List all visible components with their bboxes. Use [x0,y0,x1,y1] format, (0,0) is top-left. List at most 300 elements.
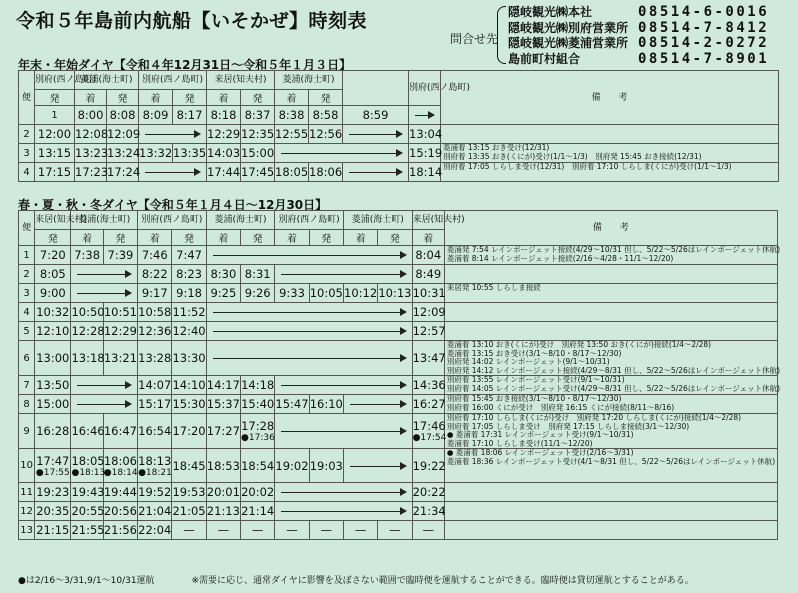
table-row [19,163,779,182]
time-cell: 13:35 [173,144,207,163]
time-cell [241,265,275,284]
time-cell [275,284,309,303]
time-cell [103,449,137,483]
note-line: 別府発 14:12 レインボージェット接続(4/29～8/31 但し、5/22～5/26はレインボージェット休航) [446,365,781,375]
note-line: 別府着 17:05 しらしま受け 別府発 17:15 しらしま接続(3/1～12/30) [446,421,690,431]
time-value: — [183,523,195,537]
time-cell: 17:23 [75,163,107,182]
through-arrow [206,303,412,322]
time-cell [35,449,71,483]
time-value: 10:51 [103,305,137,319]
time-value: 10:58 [138,305,172,319]
departure-label: 発 [172,230,206,246]
row-note [444,375,781,395]
note-line: 来居発 10:55 しらしま接続 [446,283,541,292]
contact-org: 島前町村組合 [508,51,581,66]
time-value: 15:00 [36,397,70,411]
time-value: 7:20 [39,248,66,262]
arrival-label: 着 [275,90,309,106]
time-value: 8:22 [141,267,168,281]
notes-header: 備 考 [441,71,779,125]
through-arrow [275,376,412,395]
time-cell [309,521,343,540]
through-arrow [139,163,207,182]
time-cell: 13:23 [75,144,107,163]
time-value: 9:33 [279,286,305,300]
time-cell: 8:38 [275,106,309,125]
trip-number: 2 [19,265,35,284]
through-arrow [409,106,441,125]
departure-label: 発 [309,230,343,246]
time-cell [172,395,206,414]
time-value: 14:07 [138,378,172,392]
time-cell: 12:56 [309,125,343,144]
time-value: 14:17 [206,378,240,392]
time-cell [35,414,71,449]
time-cell: 18:05 [275,163,309,182]
station-header: 菱浦(海士町) [206,211,275,230]
note-line: 菱浦着 13:15 おき受け(12/31) [443,143,550,152]
time-value: 9:17 [141,286,168,300]
time-cell [206,414,240,449]
contact-list [508,5,769,67]
time-value: 21:14 [241,504,275,518]
row-note [444,502,777,521]
row-note [441,125,779,144]
time-value: 13:50 [36,378,70,392]
station-header: 来居(知夫村) [412,211,444,230]
time-value: 16:28 [36,424,70,438]
time-value: 21:13 [206,504,240,518]
row-note [444,340,781,376]
time-value: 18:05 [71,453,105,468]
note-line: 別府着 17:05 しらしま受け(12/31) 別府着 17:10 しらしま(くにが)受け(1/1～1/3) [443,162,732,171]
time-value: 19:43 [71,485,105,499]
time-value: 15:40 [241,397,275,411]
time-cell [172,341,206,376]
time-cell [241,395,275,414]
time-value: 15:37 [206,397,240,411]
time-cell [138,449,172,483]
time-cell: 8:59 [343,106,409,125]
time-cell: 12:00 [35,125,75,144]
time-value: — [217,523,230,537]
time-value: 12:28 [71,324,105,338]
time-value: 21:55 [71,523,105,537]
through-arrow [139,125,207,144]
time-value: 10:50 [71,305,105,319]
time-cell [172,376,206,395]
time-cell [138,376,172,395]
contact-item [508,21,769,37]
time-cell [206,265,240,284]
row-number-header: 便 [19,211,35,246]
time-value: 20:02 [241,485,275,499]
time-value: — [422,523,434,537]
arrival-label: 着 [412,230,444,246]
table-row [19,521,778,540]
time-cell [206,284,240,303]
station-header: 菱浦(海士町) [71,211,138,230]
note-line: 別府着 15:45 おき接続(3/1～8/10・8/17～12/30) [446,394,622,403]
time-cell: 8:09 [139,106,173,125]
time-cell [309,395,343,414]
time-cell: 15:19 [409,144,441,163]
note-line: 別府着 14:05 レインボージェット受け(4/29～8/31 但し、5/22～5/26はレインボージェット休航) [446,383,781,393]
time-value: 10:05 [309,286,343,300]
row-note [444,483,777,502]
time-value: 13:21 [103,351,137,365]
departure-label: 発 [173,90,207,106]
arrival-label: 着 [343,230,377,246]
row-note [441,144,779,163]
station-header: 菱浦(海士町) [343,211,412,230]
time-value: 17:47 [36,453,70,468]
note-line: 別府着 17:10 しらしま(くにが)受け 別府発 17:20 しらしま(くにが)接続(1/4～2/28) [446,413,742,422]
time-cell [275,521,309,540]
contact-label: 問合せ先 [450,32,499,46]
through-arrow [71,376,138,395]
time-value: 20:01 [206,485,240,499]
time-cell [412,376,444,395]
station-header: 来居(知夫村) [35,211,71,230]
time-cell [103,483,137,502]
row-note [444,414,777,449]
time-cell [343,521,377,540]
note-line: 菱浦着 18:36 レインボージェット受け(4/1～8/31 但し、5/22～5/26はレインボージェット休航) [446,456,776,466]
note-line: 菱浦発 7:54 レインボージェット接続(4/29～10/31 但し、5/22～5/26はレインボージェット休航) [446,245,781,254]
station-header: 別府(西ノ島町) [139,71,207,90]
time-value: 12:29 [103,324,137,338]
time-cell: 12:29 [207,125,241,144]
trip-number: 5 [19,322,35,341]
time-cell: 8:08 [107,106,139,125]
footer-mark-note: ●は2/16～3/31,9/1～10/31運航 [18,576,155,586]
time-cell [241,284,275,303]
time-value: 8:49 [415,267,442,281]
table-row [19,125,779,144]
through-arrow [275,144,409,163]
time-cell [103,303,137,322]
time-value: 21:04 [138,504,172,518]
time-value: 10:31 [412,286,446,300]
contact-tel[interactable]: 08514-2-0272 [638,35,770,51]
time-value: 19:44 [103,485,137,499]
section1-title: 年末・年始ダイヤ【令和４年12月31日～令和５年１月３日】 [18,58,352,72]
time-cell [71,322,103,341]
time-value: — [251,523,264,537]
through-arrow [71,284,138,303]
time-value: 13:18 [71,351,105,365]
time-cell: 18:06 [309,163,343,182]
time-value: 12:36 [138,324,172,338]
time-cell [71,341,103,376]
time-cell [172,246,206,265]
time-cell [206,449,240,483]
row-note [444,395,777,414]
time-cell [35,246,71,265]
time-value: 19:03 [309,458,343,473]
arrival-label: 着 [206,230,240,246]
row-note [444,245,781,265]
time-value: 21:34 [412,504,446,518]
through-arrow [206,246,412,265]
time-value: — [286,523,298,537]
time-value: 9:25 [210,286,237,300]
time-cell [103,322,137,341]
table-row [19,502,778,521]
station-header: 菱浦(海士町) [75,71,139,90]
note-line: ● 菱浦着 17:31 レインボージェット受け(9/1～10/31) [446,430,634,439]
trip-number: 3 [19,144,35,163]
time-cell [138,395,172,414]
time-cell [241,414,275,449]
time-cell [103,414,137,449]
time-value: 13:47 [412,351,446,365]
contact-org: 隠岐観光㈱本社 [508,5,593,19]
time-cell [172,521,206,540]
time-value: 7:46 [141,248,168,262]
time-cell [138,483,172,502]
time-cell [35,341,71,376]
time-cell [71,246,103,265]
time-value: 17:46 [412,419,446,433]
time-value: 19:22 [412,458,446,473]
time-cell: 8:58 [309,106,343,125]
time-value: 15:47 [275,397,309,411]
departure-label: 発 [241,230,275,246]
time-value: 19:23 [36,485,70,499]
time-cell [412,341,444,376]
time-cell [412,395,444,414]
note-line: ● 菱浦着 18:06 レインボージェット受け(2/16～3/31) [446,448,634,457]
time-cell [71,521,103,540]
table-row [19,303,778,322]
time-value: 16:47 [103,424,137,438]
time-value: 8:04 [415,248,442,262]
time-cell [241,449,275,483]
trip-number: 10 [19,449,35,483]
trip-number: 9 [19,414,35,449]
time-cell [35,521,71,540]
trip-number: 4 [19,163,35,182]
through-arrow [275,414,412,449]
section2-title: 春・夏・秋・冬ダイヤ【令和５年１月４日～12月30日】 [18,198,328,212]
marked-time: ●17:36 [241,433,275,443]
time-value: 16:46 [71,424,105,438]
time-value: 21:56 [103,523,137,537]
time-cell: 13:04 [409,125,441,144]
time-cell [206,376,240,395]
time-value: 21:05 [172,504,206,518]
note-line: 菱浦着 17:10 しらしま受け(11/1～12/20) [446,438,593,448]
row-number-header: 便 [19,71,35,125]
page-title: 令和５年島前内航船【いそかぜ】時刻表 [16,10,368,32]
time-value: 11:52 [172,305,206,319]
time-cell [71,483,103,502]
footer-extra-note: ※需要に応じ、通常ダイヤに影響を及ぼさない範囲で臨時便を運航することができる。臨時便は貸切運航とすることがある。 [191,576,694,586]
time-value: 20:22 [412,485,446,499]
time-value: 8:05 [39,267,66,281]
contact-org: 隠岐観光㈱菱浦営業所 [508,36,629,50]
time-value: 18:06 [103,453,137,468]
time-value: 9:18 [176,286,202,300]
time-cell: 12:35 [241,125,275,144]
time-cell [138,414,172,449]
table-row [19,376,778,395]
time-value: 19:52 [138,485,172,499]
time-cell [35,395,71,414]
through-arrow [275,265,412,284]
time-cell [172,483,206,502]
time-cell [172,502,206,521]
table-row [19,284,778,303]
time-value: 20:56 [103,504,137,518]
through-arrow [206,341,412,376]
row-note [444,303,777,322]
time-value: 17:28 [241,419,275,433]
year-end-timetable [18,70,779,182]
time-cell [412,502,444,521]
row-note [444,449,777,483]
trip-number: 12 [19,502,35,521]
trip-number: 11 [19,483,35,502]
time-cell [103,341,137,376]
arrival-label: 着 [138,230,172,246]
station-header: 別府(西ノ島町) [275,211,344,230]
time-value: 19:53 [172,485,206,499]
station-header: 別府(西ノ島町) [138,211,207,230]
contact-item [508,5,769,21]
trip-number: 1 [35,106,75,125]
time-cell [412,265,444,284]
row-note [444,284,777,303]
departure-label: 発 [309,90,343,106]
time-value: 18:54 [241,458,275,473]
through-arrow [343,449,412,483]
time-value: 7:47 [176,248,202,262]
time-cell: 17:24 [107,163,139,182]
time-value: — [320,523,333,537]
time-cell: 8:37 [241,106,275,125]
row-note [441,163,779,182]
time-cell [378,284,412,303]
station-header: 別府(西ノ島町) [35,71,75,90]
time-cell [172,414,206,449]
trip-number: 1 [19,246,35,265]
through-arrow [343,395,412,414]
row-note [444,322,777,341]
time-value: 21:15 [36,523,70,537]
time-value: 16:10 [309,397,343,411]
departure-label: 発 [35,230,71,246]
arrival-label: 着 [207,90,241,106]
trip-number: 8 [19,395,35,414]
arrival-label: 着 [139,90,173,106]
time-cell [71,449,106,483]
time-cell [275,395,309,414]
row-note [444,265,777,284]
arrival-label: 着 [71,230,103,246]
through-arrow [343,163,409,182]
table-row [19,322,778,341]
note-line: 別府発 14:02 レインボージェット(9/1～10/31) [446,357,610,366]
time-value: 12:10 [36,324,70,338]
time-cell [412,483,444,502]
time-cell [138,246,172,265]
time-cell [412,521,444,540]
time-value: 17:27 [206,424,240,438]
time-cell [206,502,240,521]
contact-tel[interactable]: 08514-7-8412 [638,19,770,36]
contact-tel[interactable]: 08514-7-8901 [638,50,770,67]
time-value: 10:32 [36,305,70,319]
time-cell [412,322,444,341]
time-cell [241,521,275,540]
time-cell [412,246,444,265]
time-cell [206,395,240,414]
note-line: 別府着 13:55 レインボージェット受け(9/1～10/31) [446,375,625,384]
contact-org: 隠岐観光㈱別府営業所 [508,20,629,35]
time-value: 7:39 [107,248,134,262]
time-cell: 8:17 [173,106,207,125]
time-value: 14:36 [412,378,446,392]
departure-label: 発 [103,230,137,246]
time-cell [138,284,172,303]
time-value: 16:54 [138,424,172,438]
time-value: 8:31 [244,267,271,281]
contact-tel[interactable]: 08514-6-0016 [638,4,770,20]
time-value: 20:35 [36,504,70,518]
departure-label: 発 [378,230,412,246]
time-value: — [389,523,401,537]
marked-time: ●18:13 [71,467,106,478]
time-cell [103,521,137,540]
time-cell [35,376,71,395]
time-cell [206,521,240,540]
trip-number: 2 [19,125,35,144]
station-header: 菱浦(海士町) [275,71,343,90]
marked-time: ●17:55 [35,467,70,478]
time-cell [35,303,71,322]
note-line: 別府着 13:35 おき(くにが)受け(1/1～1/3) 別府発 15:45 おき接続(12/31) [443,151,702,161]
time-value: 19:02 [275,458,309,473]
time-cell: 15:00 [241,144,275,163]
table-row [19,449,778,483]
time-cell [412,414,447,449]
table-row [19,395,778,414]
table-row [19,144,779,163]
through-arrow [71,265,138,284]
time-value: 18:53 [206,458,240,473]
time-value: 22:04 [138,523,172,537]
time-cell: 17:45 [241,163,275,182]
time-value: 20:55 [71,504,105,518]
time-cell [172,449,206,483]
time-cell [35,483,71,502]
through-arrow [275,502,412,521]
time-value: 15:30 [172,397,206,411]
arrival-label: 着 [275,230,309,246]
time-value: 10:12 [344,286,378,300]
time-cell: 12:08 [75,125,107,144]
time-cell: 17:15 [35,163,75,182]
time-cell: 13:24 [107,144,139,163]
time-value: 15:17 [138,397,172,411]
time-value: 9:26 [244,286,271,300]
time-cell [309,449,343,483]
time-cell [71,502,103,521]
